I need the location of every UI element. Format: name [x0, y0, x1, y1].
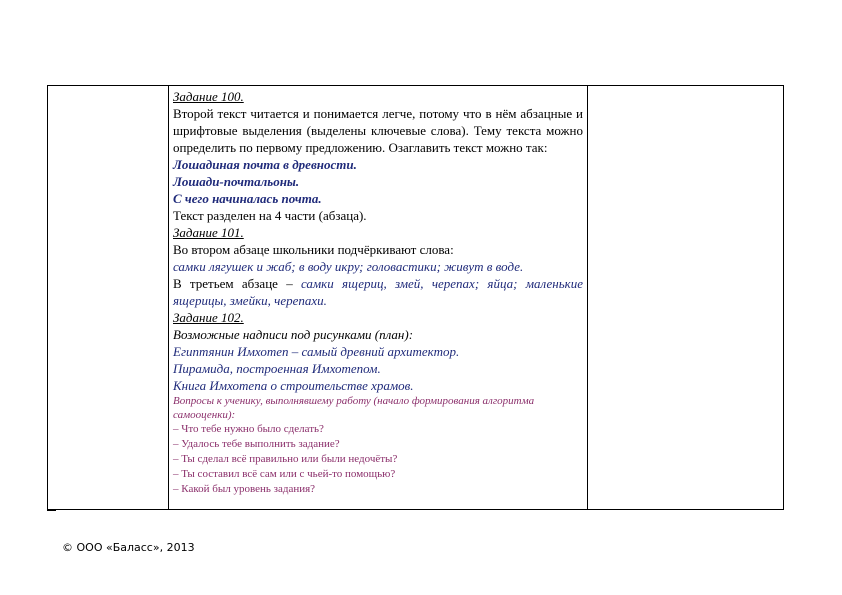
question-4: – Ты составил всё сам или с чьей-то помощью?	[173, 468, 396, 480]
right-empty-cell	[588, 86, 784, 510]
content-table	[47, 85, 784, 510]
answers-content	[169, 86, 587, 497]
task-100-note: Текст разделен на 4 части (абзаца).	[173, 208, 367, 223]
question-2: – Удалось тебе выполнить задание?	[173, 438, 340, 450]
task-101-words-para3: самки ящериц, змей, черепах; яйца; маленькие ящерицы, змейки, черепахи.	[173, 276, 583, 308]
caption-3: Книга Имхотепа о строительстве храмов.	[173, 378, 414, 393]
task-102-intro: Возможные надписи под рисунками (план):	[173, 327, 414, 342]
answers-cell	[169, 86, 588, 510]
underscore-mark	[47, 509, 56, 511]
table-row	[48, 86, 784, 510]
question-3: – Ты сделал всё правильно или были недочёты?	[173, 453, 398, 465]
copyright-footer: © ООО «Баласс», 2013	[62, 541, 195, 554]
left-empty-cell	[48, 86, 169, 510]
title-option-1: Лошадиная почта в древности.	[173, 157, 357, 172]
question-1: – Что тебе нужно было сделать?	[173, 423, 324, 435]
task-101-intro: Во втором абзаце школьники подчёркивают слова:	[173, 242, 454, 257]
title-option-2: Лошади-почтальоны.	[173, 174, 300, 189]
title-option-3: С чего начиналась почта.	[173, 191, 322, 206]
task-101-words-para2: самки лягушек и жаб; в воду икру; головастики; живут в воде.	[173, 259, 524, 274]
task-100-heading: Задание 100.	[173, 89, 244, 104]
task-102-heading: Задание 102.	[173, 310, 244, 325]
caption-2: Пирамида, построенная Имхотепом.	[173, 361, 381, 376]
third-paragraph-prefix: В третьем абзаце –	[173, 276, 301, 291]
questions-intro: Вопросы к ученику, выполнявшему работу (начало формирования алгоритма самооценки):	[173, 395, 535, 421]
task-101-third-paragraph	[173, 275, 583, 309]
task-100-text: Второй текст читается и понимается легче, потому что в нём абзацные и шрифтовые выделения (выделены ключевые слова). Тему текста можно определить по первому предложению. Озаглавить текст можно так:	[173, 106, 583, 155]
question-5: – Какой был уровень задания?	[173, 483, 316, 495]
task-101-heading: Задание 101.	[173, 225, 244, 240]
caption-1: Египтянин Имхотеп – самый древний архитектор.	[173, 344, 460, 359]
